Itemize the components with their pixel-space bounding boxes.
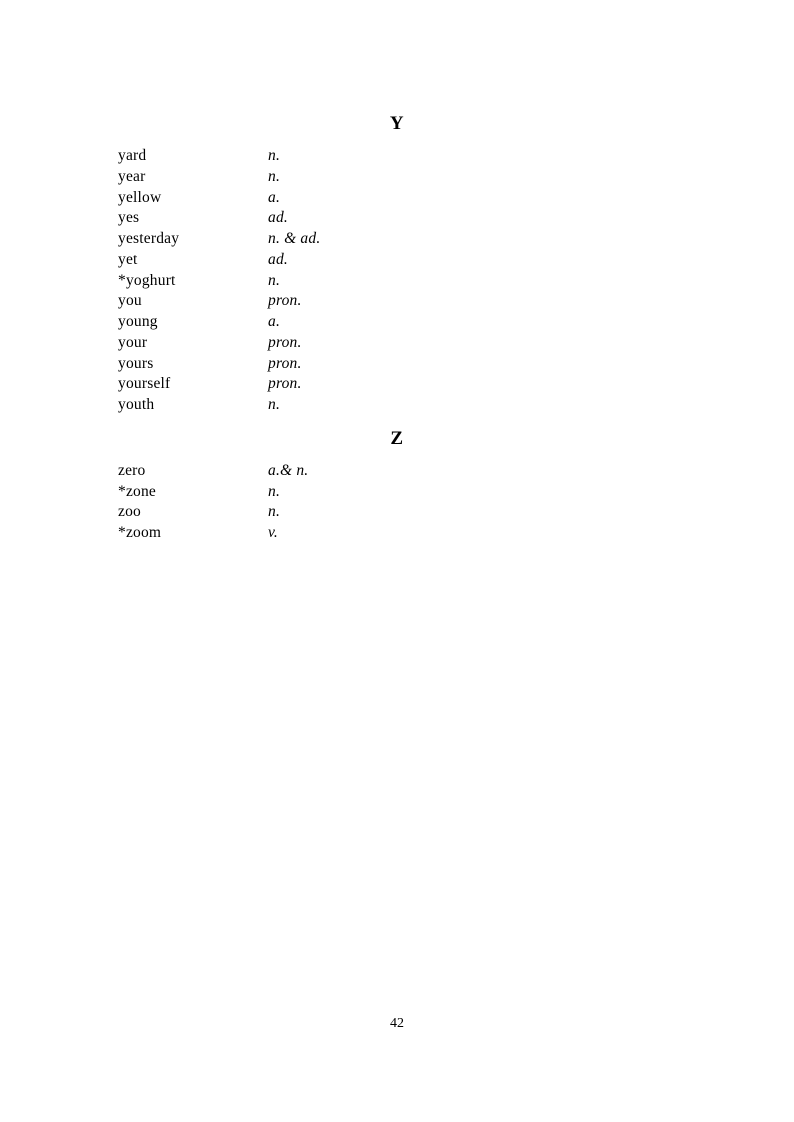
entry-pos: pron. [268, 375, 302, 393]
entry-word: *zoom [118, 524, 162, 541]
entry-word: yellow [118, 188, 162, 206]
entry-word: zero [118, 461, 146, 479]
entry-pos: pron. [268, 354, 302, 372]
entry-pos: n. [268, 147, 281, 164]
entry-pos: a. [268, 188, 281, 206]
entry-pos: ad. [268, 250, 288, 268]
section-letter: Z [390, 427, 404, 449]
word-list [0, 0, 794, 544]
letter-section [0, 428, 794, 544]
entry-pos: a. [268, 313, 281, 330]
word-entry-row [0, 395, 794, 416]
word-entry-row [0, 291, 794, 312]
entry-word: youth [118, 396, 155, 413]
entry-word: year [118, 167, 146, 185]
entry-word: yes [118, 209, 140, 227]
word-entry-row [0, 271, 794, 292]
entry-pos: ad. [268, 209, 288, 227]
word-entry-row [0, 354, 794, 375]
word-entry-row [0, 333, 794, 354]
word-entry-row [0, 188, 794, 209]
section-entries [0, 146, 794, 416]
entry-word: yesterday [118, 230, 180, 247]
section-letter: Y [389, 113, 405, 134]
entry-pos: n. [268, 271, 281, 289]
section-entries [0, 461, 794, 544]
word-entry-row [0, 167, 794, 188]
entry-word: yet [118, 250, 138, 268]
entry-word: zoo [118, 503, 141, 521]
entry-pos: n. [268, 396, 281, 413]
entry-word: you [118, 292, 142, 310]
entry-word: yourself [118, 375, 171, 393]
word-entry-row [0, 312, 794, 333]
entry-word: young [118, 313, 158, 330]
entry-pos: n. & ad. [268, 230, 321, 247]
word-entry-row [0, 250, 794, 271]
entry-pos: n. [268, 482, 281, 500]
entry-word: yard [118, 147, 147, 164]
entry-word: your [118, 333, 148, 351]
page-number: 42 [390, 1016, 404, 1031]
entry-pos: a.& n. [268, 461, 309, 479]
word-entry-row [0, 374, 794, 395]
entry-pos: pron. [268, 292, 302, 310]
word-entry-row [0, 208, 794, 229]
entry-pos: n. [268, 503, 281, 521]
entry-pos: pron. [268, 333, 302, 351]
entry-pos: n. [268, 167, 281, 185]
word-entry-row [0, 523, 794, 544]
word-entry-row [0, 461, 794, 482]
letter-section [0, 113, 794, 416]
word-entry-row [0, 146, 794, 167]
entry-word: *yoghurt [118, 271, 176, 289]
word-entry-row [0, 502, 794, 523]
word-entry-row [0, 229, 794, 250]
entry-word: yours [118, 354, 154, 372]
entry-pos: v. [268, 524, 279, 541]
entry-word: *zone [118, 482, 157, 500]
word-entry-row [0, 482, 794, 503]
